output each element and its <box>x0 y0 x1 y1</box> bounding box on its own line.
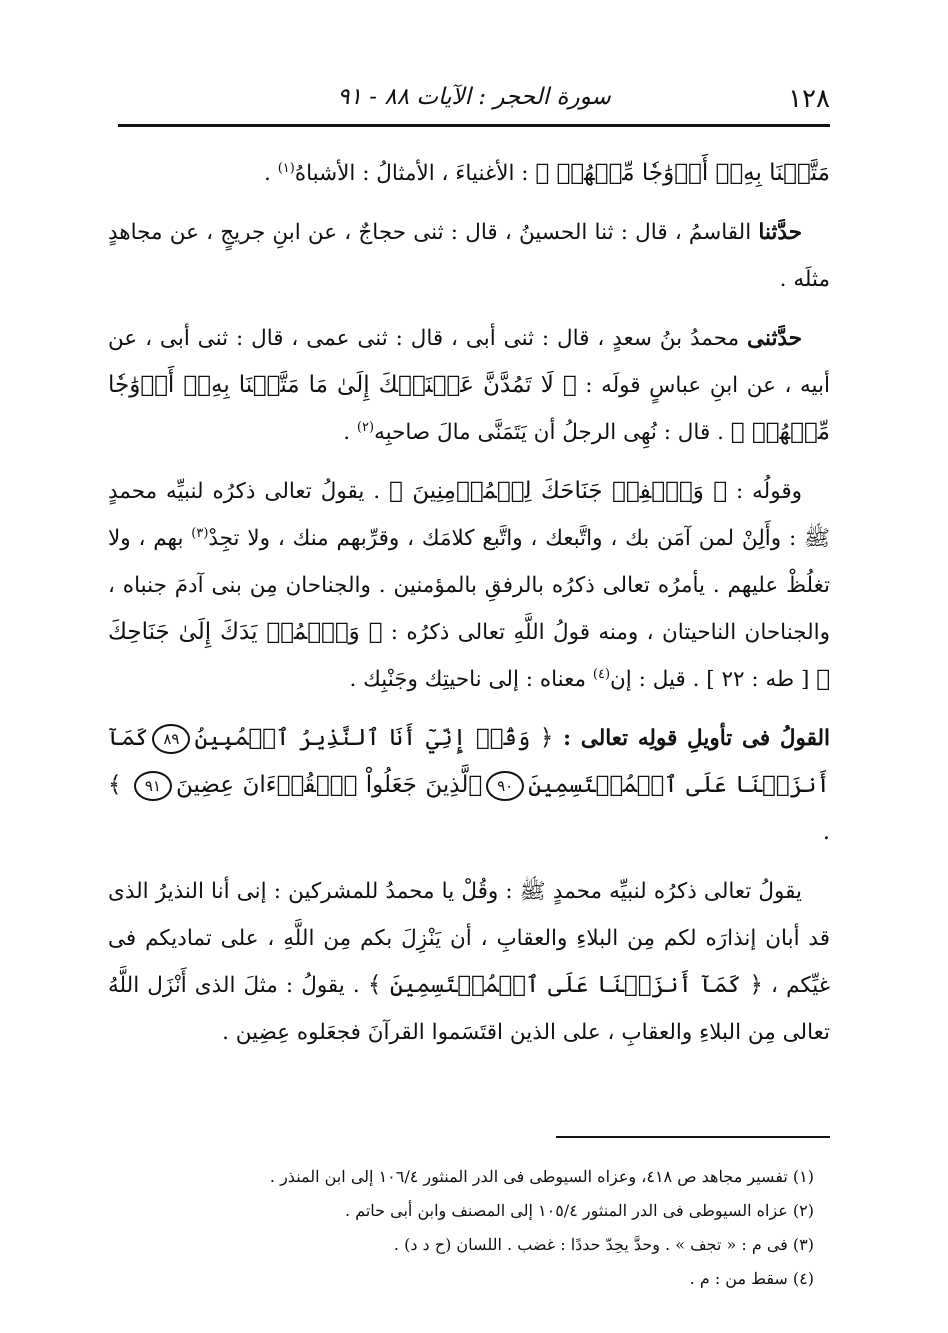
paragraph-5 <box>108 715 830 856</box>
paragraph-text: . يقولُ : مثلَ الذى أَنْزَل اللَّهُ تعالى مِن البلاءِ والعقابِ ، على الذين اقتَسَموا القرآنَ فجعَلوه عِضِين . <box>108 973 830 1045</box>
ayah-number-icon: ٩٠ <box>486 771 524 801</box>
paragraph-text: . <box>264 161 278 186</box>
quran-quote: ﴿ لَا تَمُدَّنَّ عَيۡنَيۡكَ إِلَىٰ مَا مَتَّعۡنَا بِهِۦٓ أَزۡوَٰجٗا مِّنۡهُمۡ ﴾ <box>108 372 830 445</box>
paragraph-text: وقولُه : <box>727 479 802 504</box>
paragraph-text: : الأغنياءَ ، الأمثالُ : الأشباهُ <box>294 161 536 186</box>
paragraph-text: يقولُ تعالى ذكرُه لنبيِّه محمدٍ ﷺ : وقُلْ يا محمدُ للمشركين : إنى أنا النذيرُ الذى قد أبان إنذارَه لكم مِن البلاءِ والعقابِ ، أن يَنْزِلَ بكم مِن اللَّهِ ، على تماديكم فى غيِّكم ، <box>108 879 830 998</box>
footnote: (٣) فى م : « تجف » . وحدَّ يحِدّ حددًا : غضب . اللسان (ح د د) . <box>393 1235 814 1254</box>
footnote-marker[interactable]: (٢) <box>356 419 375 435</box>
isnad-lead: حدَّثنا <box>758 220 802 245</box>
footnote-marker[interactable]: (١) <box>277 160 295 176</box>
paragraph-text: [ طه : ٢٢ ] . قيل : إن <box>610 667 817 692</box>
page-header <box>118 78 830 122</box>
footnote-rule <box>556 1136 830 1138</box>
ayah-number-icon: ٩١ <box>134 771 172 801</box>
quran-quote: ﴿ كَمَآ أَنزَلۡنَا عَلَى ٱلۡمُقۡتَسِمِينَ ﴾ <box>367 972 763 998</box>
section-heading: القولُ فى تأويلِ قولِه تعالى : <box>553 726 830 751</box>
quran-quote: كَمَآ أَنزَلۡنَا عَلَى ٱلۡمُقۡتَسِمِينَ <box>108 725 830 798</box>
paragraph-text: . <box>343 420 357 445</box>
paragraph-6 <box>108 868 830 1056</box>
paragraph-text: بهم ، ولا تغلُظْ عليهم . يأمرُه تعالى ذكرُه بالرفقِ بالمؤمنين . والجناحان مِن بنى آدمَ جنباه ، والجناحان الناحيتان ، ومنه قولُ اللَّهِ تعالى ذكرُه : <box>108 526 831 645</box>
quran-quote: ﴿ وَٱضۡمُمۡ يَدَكَ إِلَىٰ جَنَاحِكَ ﴾ <box>108 619 830 692</box>
header-rule <box>118 124 830 127</box>
paragraph-1 <box>108 150 830 197</box>
paragraph-text: القاسمُ ، قال : ثنا الحسينُ ، قال : ثنى حجاجٌ ، عن ابنِ جريجٍ ، عن مجاهدٍ مثلَه . <box>108 220 830 292</box>
page-number: ١٢٨ <box>788 84 830 114</box>
footnote: (١) تفسير مجاهد ص ٤١٨، وعزاه السيوطى فى الدر المنثور ١٠٦/٤ إلى ابن المنذر . <box>269 1167 814 1186</box>
footnote: (٤) سقط من : م . <box>689 1269 814 1288</box>
running-title: سورة الحجر : الآيات ٨٨ - ٩١ <box>337 84 611 110</box>
paragraph-3 <box>108 315 830 456</box>
isnad-lead: حدَّثنى <box>747 326 802 351</box>
footnote-marker[interactable]: (٤) <box>592 666 611 682</box>
ayah-number-icon: ٨٩ <box>152 724 190 754</box>
paragraph-text: معناه : إلى ناحيتِك وجَنْبِك . <box>349 667 593 692</box>
quran-quote: ﴿ وَٱخۡفِضۡ جَنَاحَكَ لِلۡمُؤۡمِنِينَ ﴾ <box>389 478 728 504</box>
paragraph-4 <box>108 468 830 703</box>
paragraph-2 <box>108 209 830 303</box>
paragraph-text: . يقولُ تعالى ذكرُه لنبيِّه محمدٍ ﷺ : وأَلِنْ لمن آمَن بك ، واتَّبعك ، واتَّبع كلامَك ، وقرِّبهم منك ، ولا تجِدْ <box>108 479 830 551</box>
quran-quote-end: ﴾ . <box>108 772 830 845</box>
footnote-marker[interactable]: (٣) <box>191 525 209 541</box>
paragraph-text: . قال : نُهِى الرجلُ أن يَتَمَنَّى مالَ صاحبِه <box>374 420 731 445</box>
footnote: (٢) عزاه السيوطى فى الدر المنثور ١٠٥/٤ إلى المصنف وابن أبى حاتم . <box>345 1201 814 1220</box>
quran-quote: مَتَّعۡنَا بِهِۦٓ أَزۡوَٰجٗا مِّنۡهُمۡ ﴾ <box>535 160 830 186</box>
paragraph-text: محمدُ بنُ سعدٍ ، قال : ثنى أبى ، قال : ثنى عمى ، قال : ثنى أبى ، عن أبيه ، عن ابنِ عباسٍ قولَه : <box>108 326 831 398</box>
quran-quote: ٱلَّذِينَ جَعَلُواْ ٱلۡقُرۡءَانَ عِضِينَ <box>175 772 483 798</box>
main-text <box>108 150 830 1068</box>
quran-quote: ﴿ وَقُلۡ إِنِّيٓ أَنَا ٱلنَّذِيرُ ٱلۡمُبِينُ <box>194 725 554 751</box>
footnotes <box>150 1160 814 1296</box>
